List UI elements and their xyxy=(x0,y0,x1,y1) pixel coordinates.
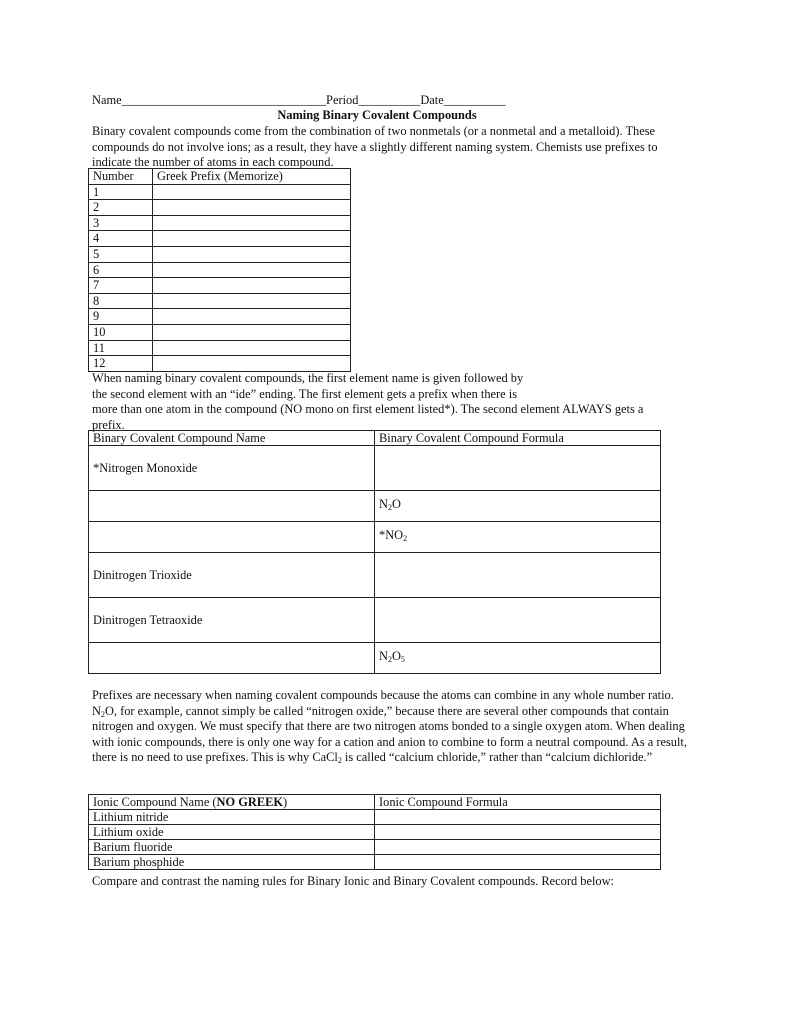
prefix-answer-cell[interactable] xyxy=(153,293,351,309)
prefix-number: 3 xyxy=(89,215,153,231)
compound-name-cell[interactable] xyxy=(89,643,375,674)
table-row xyxy=(89,810,661,825)
greek-prefix-table xyxy=(88,168,351,372)
compound-name-cell[interactable] xyxy=(89,522,375,553)
header-greek-prefix: Greek Prefix (Memorize) xyxy=(153,169,351,185)
table-row xyxy=(89,246,351,262)
header-line xyxy=(92,93,662,109)
compound-formula-cell[interactable] xyxy=(375,553,661,598)
table-row xyxy=(89,825,661,840)
prefix-number: 7 xyxy=(89,278,153,294)
prefix-number: 10 xyxy=(89,324,153,340)
table-row xyxy=(89,262,351,278)
compound-name-cell: Dinitrogen Trioxide xyxy=(89,553,375,598)
intro-paragraph: Binary covalent compounds come from the combination of two nonmetals (or a nonmetal and a metalloid). These compounds do not involve ions; as a result, they have a slightly different naming system. Chemists use prefixes to indicate the number of atoms in each compound. xyxy=(92,124,658,169)
prefix-answer-cell[interactable] xyxy=(153,278,351,294)
paragraph-text: Prefixes are necessary when naming covalent compounds because the atoms can combine in any whole number ratio. N xyxy=(92,688,674,718)
compound-formula-cell[interactable] xyxy=(375,598,661,643)
compound-name-cell[interactable] xyxy=(89,491,375,522)
subscript: 2 xyxy=(100,709,105,719)
paragraph-text: O, for example, cannot simply be called “nitrogen oxide,” because there are several other compounds that contain nitrogen and oxygen. We must specify that there are two nitrogen atoms bonded to a single oxygen atom. When dealing with ionic compounds, there is only one way for a cation and anion to combine to form a neutral compound. As a result, there is no need to use prefixes. This is why CaCl xyxy=(92,703,687,764)
naming-rules xyxy=(92,371,702,433)
prefix-answer-cell[interactable] xyxy=(153,262,351,278)
ionic-formula-cell[interactable] xyxy=(375,840,661,855)
table-row xyxy=(89,643,661,674)
rules-line: When naming binary covalent compounds, the first element name is given followed by xyxy=(92,371,524,385)
prefix-explanation-paragraph xyxy=(92,688,692,766)
prefix-number: 4 xyxy=(89,231,153,247)
date-blank[interactable]: __________ xyxy=(443,93,506,107)
header-covalent-name: Binary Covalent Compound Name xyxy=(89,431,375,446)
compound-formula-cell: $*NO_2$ xyxy=(375,522,661,553)
table-row xyxy=(89,309,351,325)
closing-instruction: Compare and contrast the naming rules for Binary Ionic and Binary Covalent compounds. Record below: xyxy=(92,874,614,888)
table-row xyxy=(89,200,351,216)
prefix-answer-cell[interactable] xyxy=(153,356,351,372)
table-row xyxy=(89,855,661,870)
table-row xyxy=(89,340,351,356)
table-row xyxy=(89,278,351,294)
prefix-answer-cell[interactable] xyxy=(153,184,351,200)
compound-name-cell: *Nitrogen Monoxide xyxy=(89,446,375,491)
ionic-name-cell: Barium phosphide xyxy=(89,855,375,870)
table-row xyxy=(89,446,661,491)
table-header-row xyxy=(89,795,661,810)
ionic-name-cell: Lithium oxide xyxy=(89,825,375,840)
prefix-answer-cell[interactable] xyxy=(153,200,351,216)
table-row xyxy=(89,215,351,231)
compound-formula-cell: $N_2O_5$ xyxy=(375,643,661,674)
header-covalent-formula: Binary Covalent Compound Formula xyxy=(375,431,661,446)
period-blank[interactable]: __________ xyxy=(358,93,421,107)
compound-formula-cell[interactable] xyxy=(375,446,661,491)
ionic-name-cell: Lithium nitride xyxy=(89,810,375,825)
name-blank[interactable]: _________________________________ xyxy=(121,93,327,107)
prefix-answer-cell[interactable] xyxy=(153,231,351,247)
prefix-number: 8 xyxy=(89,293,153,309)
subscript: 2 xyxy=(337,756,342,765)
header-ionic-name: Ionic Compound Name (NO GREEK) xyxy=(89,795,375,810)
prefix-number: 1 xyxy=(89,184,153,200)
prefix-answer-cell[interactable] xyxy=(153,324,351,340)
compound-formula-cell: $N_2O$ xyxy=(375,491,661,522)
table-header-row xyxy=(89,431,661,446)
covalent-compound-table xyxy=(88,430,661,674)
ionic-formula-cell[interactable] xyxy=(375,825,661,840)
header-number: Number xyxy=(89,169,153,185)
prefix-answer-cell[interactable] xyxy=(153,309,351,325)
ionic-compound-table xyxy=(88,794,661,870)
table-row xyxy=(89,231,351,247)
prefix-number: 9 xyxy=(89,309,153,325)
page-title: Naming Binary Covalent Compounds xyxy=(277,108,477,122)
prefix-number: 11 xyxy=(89,340,153,356)
period-label: Period xyxy=(326,93,359,107)
paragraph-text: is called “calcium chloride,” rather than “calcium dichloride.” xyxy=(341,750,653,764)
rules-line: more than one atom in the compound (NO mono on first element listed*). The second element ALWAYS gets a xyxy=(92,402,644,416)
prefix-number: 5 xyxy=(89,246,153,262)
prefix-number: 12 xyxy=(89,356,153,372)
table-row xyxy=(89,522,661,553)
compound-name-cell: Dinitrogen Tetraoxide xyxy=(89,598,375,643)
prefix-number: 6 xyxy=(89,262,153,278)
prefix-answer-cell[interactable] xyxy=(153,340,351,356)
prefix-answer-cell[interactable] xyxy=(153,215,351,231)
table-row xyxy=(89,356,351,372)
rules-line: prefix. xyxy=(92,417,125,432)
table-row xyxy=(89,840,661,855)
table-header-row xyxy=(89,169,351,185)
table-row xyxy=(89,324,351,340)
rules-line: the second element with an “ide” ending. The first element gets a prefix when there is xyxy=(92,386,518,401)
table-row xyxy=(89,293,351,309)
ionic-formula-cell[interactable] xyxy=(375,810,661,825)
ionic-name-cell: Barium fluoride xyxy=(89,840,375,855)
table-row xyxy=(89,184,351,200)
name-label: Name xyxy=(92,93,122,107)
table-row xyxy=(89,491,661,522)
table-row xyxy=(89,553,661,598)
table-row xyxy=(89,598,661,643)
prefix-number: 2 xyxy=(89,200,153,216)
header-ionic-formula: Ionic Compound Formula xyxy=(375,795,661,810)
prefix-answer-cell[interactable] xyxy=(153,246,351,262)
date-label: Date xyxy=(420,93,444,107)
ionic-formula-cell[interactable] xyxy=(375,855,661,870)
